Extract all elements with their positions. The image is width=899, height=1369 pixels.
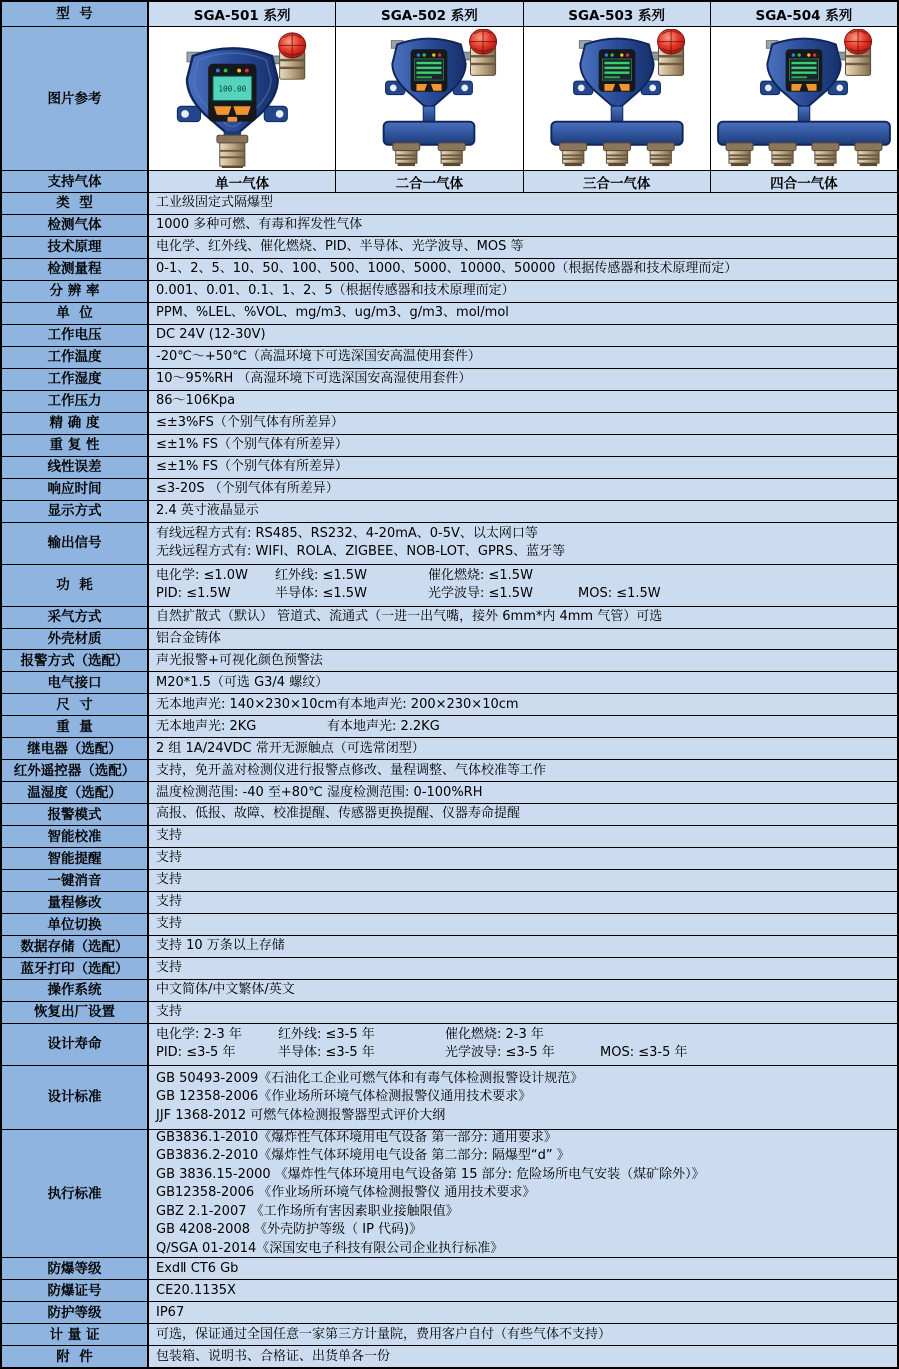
row-value (149, 347, 897, 368)
value-line (156, 543, 891, 562)
value-segment: 包装箱、说明书、合格证、出货单各一份 (156, 1348, 391, 1364)
row-label: 操作系统 (2, 980, 149, 1001)
row-label: 输出信号 (2, 523, 149, 564)
detector-body (573, 39, 660, 107)
value-line (156, 959, 891, 978)
row-label: 防护等级 (2, 1302, 149, 1323)
value-line (156, 326, 891, 345)
spec-row (2, 803, 897, 825)
row-value (149, 1302, 897, 1323)
value-segment: ≤±1% FS（个别气体有所差异） (156, 436, 349, 452)
spec-row (2, 522, 897, 564)
sensor-head-icon (439, 143, 466, 166)
row-label: 报警模式 (2, 804, 149, 825)
value-segment: CE20.1135X (156, 1282, 236, 1298)
value-line (156, 937, 891, 956)
lcd-reading: 100.00 (218, 84, 247, 94)
sensor-manifold (551, 122, 682, 145)
row-value (149, 738, 897, 759)
value-segment: 半导体: ≤1.5W (275, 586, 367, 602)
value-line (156, 1166, 891, 1185)
row-value (149, 413, 897, 434)
value-segment: GB3836.1-2010《爆炸性气体环境用电气设备 第一部分: 通用要求》 (156, 1129, 557, 1145)
spec-row (2, 891, 897, 913)
row-value (149, 694, 897, 715)
product-image-row (2, 26, 897, 170)
row-label: 量程修改 (2, 892, 149, 913)
value-segment: M20*1.5（可选 G3/4 螺纹） (156, 674, 329, 690)
gas-detector-illustration (150, 29, 334, 168)
value-segment: 支持 (156, 828, 183, 844)
value-line (156, 458, 891, 477)
value-segment: 86～106Kpa (156, 392, 236, 408)
product-image-SGA-502 (335, 27, 522, 170)
value-segment: 红外线: ≤1.5W (275, 567, 367, 583)
row-value (149, 325, 897, 346)
value-segment: 催化燃烧: ≤1.5W (428, 567, 533, 583)
model-header-cell: SGA-504 系列 (710, 2, 897, 26)
value-segment: 支持 (156, 850, 183, 866)
row-label-model: 型 号 (2, 2, 149, 26)
value-segment: 支持，免开盖对检测仪进行报警点修改、量程调整、气体校准等工作 (156, 762, 547, 778)
spec-row (2, 1129, 897, 1258)
spec-row (2, 1323, 897, 1345)
value-line (156, 1130, 891, 1148)
spec-row (2, 236, 897, 258)
product-image-SGA-504 (710, 27, 897, 170)
model-header-cell: SGA-501 系列 (149, 2, 335, 26)
value-line (156, 194, 891, 213)
value-line (156, 567, 891, 586)
value-segment: 工业级固定式隔爆型 (156, 195, 274, 211)
value-segment: 支持 (156, 1004, 183, 1020)
row-value (149, 760, 897, 781)
value-segment: GB 50493-2009《石油化工企业可燃气体和有毒气体检测报警设计规范》 (156, 1070, 584, 1086)
value-line (156, 585, 891, 604)
value-line (156, 348, 891, 367)
value-segment: 支持 (156, 960, 183, 976)
value-line (156, 1088, 891, 1107)
spec-row (2, 1345, 897, 1367)
value-line (156, 414, 891, 433)
row-label: 功 耗 (2, 565, 149, 606)
row-label: 工作电压 (2, 325, 149, 346)
value-segment: PID: ≤3-5 年 (156, 1045, 236, 1061)
value-segment: PID: ≤1.5W (156, 586, 231, 602)
value-segment: 0.001、0.01、0.1、1、2、5（根据传感器和技术原理而定） (156, 283, 515, 299)
spec-row (2, 913, 897, 935)
value-line (156, 525, 891, 544)
row-label: 外壳材质 (2, 629, 149, 650)
value-segment: 1000 多种可燃、有毒和挥发性气体 (156, 217, 363, 233)
value-line (156, 805, 891, 824)
value-segment: GBZ 2.1-2007 《工作场所有害因素职业接触限值》 (156, 1203, 459, 1219)
detector-body (386, 39, 473, 107)
value-segment: 有本地声光: 200×230×10cm (337, 696, 519, 712)
supported-gas-row (2, 170, 897, 192)
row-label: 数据存储（选配） (2, 936, 149, 957)
spec-row (2, 434, 897, 456)
spec-row (2, 628, 897, 650)
value-segment: 无本地声光: 140×230×10cm (156, 696, 338, 712)
value-segment: IP67 (156, 1304, 185, 1320)
spec-row (2, 957, 897, 979)
value-segment: ExdⅡ CT6 Gb (156, 1260, 239, 1276)
value-line (156, 370, 891, 389)
gas-detector-illustration (525, 29, 709, 168)
spec-row (2, 869, 897, 891)
product-image-SGA-503 (523, 27, 710, 170)
detector-body (177, 48, 287, 134)
value-line (156, 981, 891, 1000)
value-line (156, 260, 891, 279)
gas-detector-illustration (712, 29, 896, 168)
spec-row (2, 1023, 897, 1065)
value-line (156, 1348, 891, 1367)
value-segment: MOS: ≤3-5 年 (600, 1045, 688, 1061)
row-label: 设计标准 (2, 1066, 149, 1129)
value-segment: 有线远程方式有: RS485、RS232、4-20mA、0-5V、以太网口等 (156, 525, 538, 541)
spec-row (2, 825, 897, 847)
spec-row (2, 1065, 897, 1129)
row-value (149, 1130, 897, 1258)
value-line (156, 652, 891, 671)
value-line (156, 1203, 891, 1222)
row-value (149, 565, 897, 606)
row-label: 红外遥控器（选配） (2, 760, 149, 781)
row-label: 重 复 性 (2, 435, 149, 456)
row-value (149, 848, 897, 869)
row-value (149, 892, 897, 913)
spec-row (2, 979, 897, 1001)
value-segment: 高报、低报、故障、校准提醒、传感器更换提醒、仪器寿命提醒 (156, 806, 521, 822)
sensor-head-icon (393, 143, 420, 166)
row-label: 继电器（选配） (2, 738, 149, 759)
sensor-head-icon (647, 143, 674, 166)
spec-row (2, 649, 897, 671)
value-segment: GB 12358-2006《作业场所环境气体检测报警仪通用技术要求》 (156, 1089, 532, 1105)
value-segment: 自然扩散式（默认） 管道式、流通式（一进一出气嘴，接外 6mm*内 4mm 气管）可选 (156, 608, 663, 624)
value-line (156, 849, 891, 868)
spec-row (2, 368, 897, 390)
value-segment: 铝合金铸体 (156, 630, 222, 646)
spec-row (2, 1257, 897, 1279)
value-segment: GB 4208-2008 《外壳防护等级（ IP 代码)》 (156, 1222, 423, 1238)
sensor-head-icon (855, 143, 882, 166)
value-line (156, 1304, 891, 1323)
row-value (149, 501, 897, 522)
row-label: 类 型 (2, 193, 149, 214)
row-label: 精 确 度 (2, 413, 149, 434)
value-line (156, 740, 891, 759)
supported-gas-cell: 四合一气体 (710, 171, 897, 192)
value-line (156, 893, 891, 912)
value-line (156, 1240, 891, 1258)
sensor-head-icon (812, 143, 839, 166)
value-line (156, 696, 891, 715)
value-segment: 无本地声光: 2KG (156, 718, 257, 734)
value-line (156, 282, 891, 301)
value-segment: 电化学: ≤1.0W (156, 567, 248, 583)
value-segment: 红外线: ≤3-5 年 (278, 1026, 375, 1042)
row-value (149, 259, 897, 280)
sensor-manifold (384, 122, 475, 145)
value-segment: 光学波导: ≤3-5 年 (445, 1045, 555, 1061)
row-value (149, 914, 897, 935)
value-line (156, 1326, 891, 1345)
row-label: 智能校准 (2, 826, 149, 847)
row-value (149, 1280, 897, 1301)
row-label: 技术原理 (2, 237, 149, 258)
row-label: 检测量程 (2, 259, 149, 280)
spec-row (2, 781, 897, 803)
row-label: 响应时间 (2, 479, 149, 500)
row-label: 工作湿度 (2, 369, 149, 390)
row-value (149, 215, 897, 236)
value-segment: 声光报警+可视化颜色预警法 (156, 652, 323, 668)
value-segment: 支持 (156, 894, 183, 910)
row-value (149, 629, 897, 650)
value-segment: 中文简体/中文繁体/英文 (156, 982, 295, 998)
value-segment: MOS: ≤1.5W (578, 586, 661, 602)
value-line (156, 304, 891, 323)
value-segment: 温度检测范围: -40 至+80℃ 湿度检测范围: 0-100%RH (156, 784, 483, 800)
row-label: 防爆等级 (2, 1258, 149, 1279)
spec-row (2, 1301, 897, 1323)
value-line (156, 1260, 891, 1279)
supported-gas-cell: 单一气体 (149, 171, 335, 192)
value-segment: ≤±1% FS（个别气体有所差异） (156, 458, 349, 474)
value-segment: 支持 (156, 916, 183, 932)
value-line (156, 1026, 891, 1045)
value-segment: -20℃～+50℃（高温环境下可选深国安高温使用套件） (156, 349, 481, 365)
spec-row (2, 500, 897, 522)
row-label: 智能提醒 (2, 848, 149, 869)
spec-row (2, 737, 897, 759)
supported-gas-cell: 三合一气体 (523, 171, 710, 192)
value-segment: 2 组 1A/24VDC 常开无源触点（可选常闭型） (156, 740, 425, 756)
value-segment: 半导体: ≤3-5 年 (278, 1045, 375, 1061)
row-label: 显示方式 (2, 501, 149, 522)
value-segment: 催化燃烧: 2-3 年 (445, 1026, 544, 1042)
value-segment: ≤±3%FS（个别气体有所差异） (156, 414, 344, 430)
model-header-row (2, 2, 897, 26)
device-button (228, 117, 238, 122)
value-line (156, 674, 891, 693)
row-label: 报警方式（选配） (2, 650, 149, 671)
row-label: 单 位 (2, 303, 149, 324)
row-value (149, 1258, 897, 1279)
spec-row (2, 456, 897, 478)
spec-row (2, 346, 897, 368)
spec-row (2, 324, 897, 346)
row-value (149, 1346, 897, 1367)
spec-row (2, 847, 897, 869)
gas-detector-illustration (337, 29, 521, 168)
supported-gas-cell: 二合一气体 (335, 171, 522, 192)
row-value (149, 523, 897, 564)
value-segment: 电化学、红外线、催化燃烧、PID、半导体、光学波导、MOS 等 (156, 239, 524, 255)
sensor-head-icon (559, 143, 586, 166)
value-segment: PPM、%LEL、%VOL、mg/m3、ug/m3、g/m3、mol/mol (156, 305, 509, 321)
spec-row (2, 412, 897, 434)
row-label: 分 辨 率 (2, 281, 149, 302)
spec-row (2, 693, 897, 715)
value-segment: 支持 10 万条以上存储 (156, 938, 285, 954)
sensor-head-icon (603, 143, 630, 166)
row-value (149, 1324, 897, 1345)
spec-row (2, 280, 897, 302)
spec-row (2, 935, 897, 957)
value-segment: 光学波导: ≤1.5W (428, 586, 533, 602)
row-value (149, 457, 897, 478)
value-line (156, 1107, 891, 1126)
row-label: 工作温度 (2, 347, 149, 368)
row-label: 恢复出厂设置 (2, 1002, 149, 1023)
row-value (149, 1002, 897, 1023)
spec-row (2, 715, 897, 737)
spec-row (2, 606, 897, 628)
row-value (149, 607, 897, 628)
value-segment: 支持 (156, 872, 183, 888)
row-value (149, 303, 897, 324)
value-segment: JJF 1368-2012 可燃气体检测报警器型式评价大纲 (156, 1107, 446, 1123)
row-value (149, 479, 897, 500)
value-segment: 0-1、2、5、10、50、100、500、1000、5000、10000、50000（根据传感器和技术原理而定） (156, 261, 738, 277)
spec-row (2, 1279, 897, 1301)
value-segment: DC 24V (12-30V) (156, 327, 266, 343)
value-segment: 无线远程方式有: WIFI、ROLA、ZIGBEE、NOB-LOT、GPRS、蓝牙等 (156, 544, 566, 560)
value-segment: 有本地声光: 2.2KG (327, 718, 440, 734)
row-label: 执行标准 (2, 1130, 149, 1258)
row-label: 温湿度（选配） (2, 782, 149, 803)
row-value (149, 435, 897, 456)
value-segment: 可选，保证通过全国任意一家第三方计量院，费用客户自付（有些气体不支持） (156, 1326, 612, 1342)
value-segment: 10～95%RH （高湿环境下可选深国安高湿使用套件） (156, 370, 472, 386)
row-label: 电气接口 (2, 672, 149, 693)
row-label: 附 件 (2, 1346, 149, 1367)
row-label: 计 量 证 (2, 1324, 149, 1345)
value-line (156, 436, 891, 455)
value-line (156, 718, 891, 737)
value-line (156, 480, 891, 499)
value-line (156, 1044, 891, 1063)
value-line (156, 1184, 891, 1203)
value-segment: Q/SGA 01-2014《深国安电子科技有限公司企业执行标准》 (156, 1240, 504, 1256)
detector-body (760, 39, 847, 107)
value-line (156, 630, 891, 649)
spec-row (2, 214, 897, 236)
row-value (149, 672, 897, 693)
value-line (156, 915, 891, 934)
row-value (149, 1024, 897, 1065)
spec-row (2, 192, 897, 214)
row-value (149, 870, 897, 891)
spec-row (2, 759, 897, 781)
value-line (156, 392, 891, 411)
row-value (149, 193, 897, 214)
sensor-head-icon (726, 143, 753, 166)
row-value (149, 237, 897, 258)
row-value (149, 804, 897, 825)
sensor-head-icon (769, 143, 796, 166)
value-line (156, 762, 891, 781)
value-line (156, 871, 891, 890)
row-label: 蓝牙打印（选配） (2, 958, 149, 979)
row-value (149, 1066, 897, 1129)
spec-row (2, 390, 897, 412)
row-label: 工作压力 (2, 391, 149, 412)
row-value (149, 650, 897, 671)
row-value (149, 936, 897, 957)
value-segment: ≤3-20S （个别气体有所差异） (156, 480, 339, 496)
device-button (233, 106, 250, 115)
spec-row (2, 1001, 897, 1023)
value-line (156, 1147, 891, 1166)
spec-row (2, 258, 897, 280)
value-line (156, 1221, 891, 1240)
value-segment: GB 3836.15-2000 《爆炸性气体环境用电气设备第 15 部分: 危险场所电气安装（煤矿除外）》 (156, 1166, 705, 1182)
row-label-image: 图片参考 (2, 27, 149, 170)
spec-row (2, 564, 897, 606)
value-line (156, 608, 891, 627)
row-label: 线性误差 (2, 457, 149, 478)
row-label: 单位切换 (2, 914, 149, 935)
row-label: 检测气体 (2, 215, 149, 236)
spec-row (2, 671, 897, 693)
value-line (156, 1282, 891, 1301)
value-line (156, 216, 891, 235)
value-segment: GB12358-2006 《作业场所环境气体检测报警仪 通用技术要求》 (156, 1185, 536, 1201)
row-label-gas: 支持气体 (2, 171, 149, 192)
value-segment: 2.4 英寸液晶显示 (156, 502, 259, 518)
value-segment: 电化学: 2-3 年 (156, 1026, 242, 1042)
row-label: 尺 寸 (2, 694, 149, 715)
row-label: 防爆证号 (2, 1280, 149, 1301)
value-segment: GB3836.2-2010《爆炸性气体环境用电气设备 第二部分: 隔爆型“d” 》 (156, 1148, 570, 1164)
value-line (156, 502, 891, 521)
model-header-cell: SGA-503 系列 (523, 2, 710, 26)
value-line (156, 1070, 891, 1089)
device-button (214, 106, 231, 115)
sensor-head-icon (217, 135, 248, 168)
row-value (149, 281, 897, 302)
row-label: 重 量 (2, 716, 149, 737)
row-value (149, 782, 897, 803)
row-value (149, 369, 897, 390)
row-label: 设计寿命 (2, 1024, 149, 1065)
row-label: 一键消音 (2, 870, 149, 891)
row-value (149, 391, 897, 412)
spec-row (2, 478, 897, 500)
model-header-cell: SGA-502 系列 (335, 2, 522, 26)
row-value (149, 716, 897, 737)
value-line (156, 827, 891, 846)
row-value (149, 958, 897, 979)
row-label: 采气方式 (2, 607, 149, 628)
row-value (149, 826, 897, 847)
value-line (156, 784, 891, 803)
product-image-SGA-501 (149, 27, 335, 170)
value-line (156, 238, 891, 257)
value-line (156, 1003, 891, 1022)
spec-row (2, 302, 897, 324)
sensor-manifold (718, 122, 890, 145)
row-value (149, 980, 897, 1001)
